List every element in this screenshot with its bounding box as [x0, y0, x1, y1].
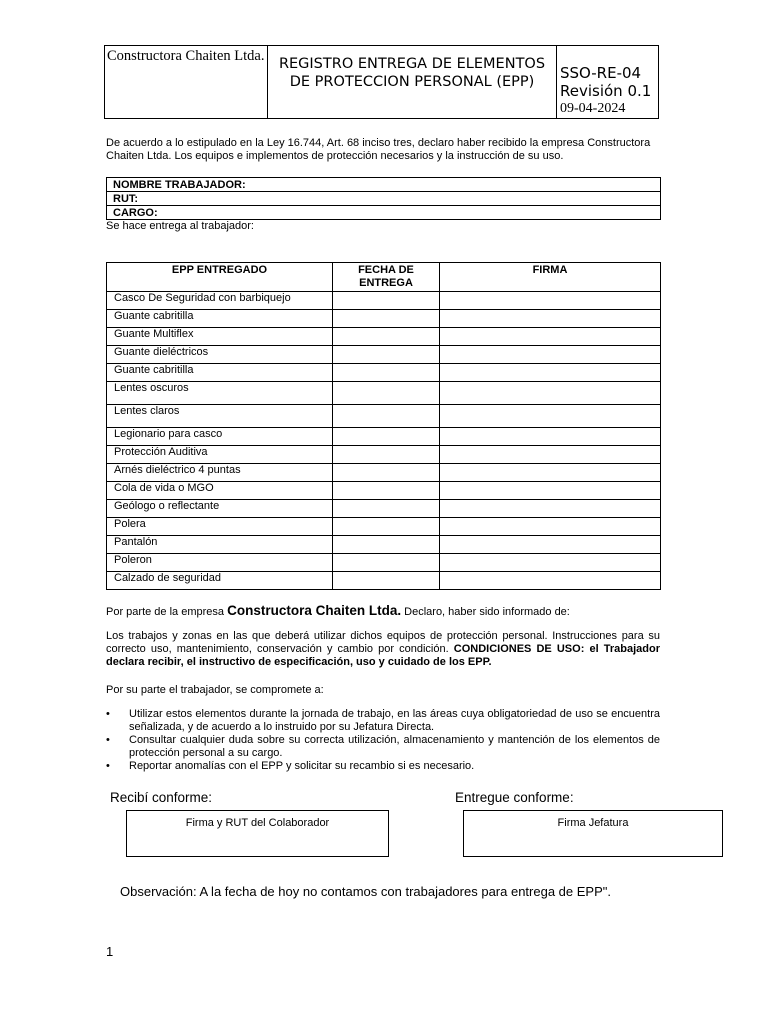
- epp-item-name: Casco De Seguridad con barbiquejo: [107, 292, 333, 310]
- col-firma: FIRMA: [440, 263, 661, 292]
- table-row: [107, 572, 661, 590]
- document-title: REGISTRO ENTREGA DE ELEMENTOS DE PROTECCION PERSONAL (EPP): [268, 46, 557, 119]
- epp-date-cell[interactable]: [333, 518, 440, 536]
- epp-date-cell[interactable]: [333, 310, 440, 328]
- table-row: [107, 428, 661, 446]
- table-row: [107, 310, 661, 328]
- epp-signature-cell[interactable]: [440, 554, 661, 572]
- epp-signature-cell[interactable]: [440, 464, 661, 482]
- epp-date-cell[interactable]: [333, 328, 440, 346]
- epp-item-name: Guante Multiflex: [107, 328, 333, 346]
- col-fecha-entrega: FECHA DE ENTREGA: [333, 263, 440, 292]
- bullet-icon: •: [106, 760, 110, 772]
- epp-signature-cell[interactable]: [440, 536, 661, 554]
- epp-date-cell[interactable]: [333, 346, 440, 364]
- document-code: SSO-RE-04: [560, 64, 642, 82]
- worker-signature-box[interactable]: Firma y RUT del Colaborador: [126, 810, 389, 857]
- epp-signature-cell[interactable]: [440, 446, 661, 464]
- epp-item-name: Lentes claros: [107, 405, 333, 428]
- epp-signature-cell[interactable]: [440, 500, 661, 518]
- page-number: 1: [106, 944, 114, 959]
- worker-position-field[interactable]: CARGO:: [107, 206, 661, 220]
- epp-date-cell[interactable]: [333, 536, 440, 554]
- epp-signature-cell[interactable]: [440, 382, 661, 405]
- table-row: [107, 482, 661, 500]
- commitment-list: [106, 708, 660, 773]
- epp-table: [106, 262, 661, 590]
- epp-signature-cell[interactable]: [440, 328, 661, 346]
- epp-date-cell[interactable]: [333, 364, 440, 382]
- document-code-cell: [557, 46, 659, 119]
- observation-text: Observación: A la fecha de hoy no contamos con trabajadores para entrega de EPP".: [120, 884, 611, 899]
- epp-signature-cell[interactable]: [440, 292, 661, 310]
- bullet-text: Consultar cualquier duda sobre su correcta utilización, almacenamiento y mantención de los elementos de protección personal a su cargo.: [129, 734, 660, 759]
- list-item: [106, 708, 660, 734]
- table-row: [107, 328, 661, 346]
- epp-item-name: Calzado de seguridad: [107, 572, 333, 590]
- epp-item-name: Polera: [107, 518, 333, 536]
- col-epp-entregado: EPP ENTREGADO: [107, 263, 333, 292]
- epp-signature-cell[interactable]: [440, 405, 661, 428]
- bullet-icon: •: [106, 708, 110, 720]
- bullet-text: Reportar anomalías con el EPP y solicitar su recambio si es necesario.: [129, 760, 475, 772]
- epp-date-cell[interactable]: [333, 464, 440, 482]
- worker-info-table: [106, 177, 661, 220]
- epp-item-name: Guante cabritilla: [107, 310, 333, 328]
- table-row: [107, 518, 661, 536]
- boss-signature-box[interactable]: Firma Jefatura: [463, 810, 723, 857]
- intro-line-2: Chaiten Ltda. Los equipos e implementos de protección necesarios y la instrucción de su uso.: [106, 150, 564, 162]
- epp-date-cell[interactable]: [333, 428, 440, 446]
- table-row: [107, 500, 661, 518]
- conditions-bold: CONDICIONES DE USO: el Trabajador declara recibir, el instructivo de especificación, uso y cuidado de los EPP.: [106, 643, 660, 668]
- epp-date-cell[interactable]: [333, 405, 440, 428]
- delivered-label: Entregue conforme:: [455, 790, 574, 805]
- epp-item-name: Geólogo o reflectante: [107, 500, 333, 518]
- epp-item-name: Legionario para casco: [107, 428, 333, 446]
- intro-paragraph: [106, 137, 660, 163]
- document-date: 09-04-2024: [560, 101, 626, 116]
- bullet-text: Utilizar estos elementos durante la jornada de trabajo, en las áreas cuya obligatoriedad de uso se encuentra señalizada, y de acuerdo a lo instruido por su Jefatura Directa.: [129, 708, 660, 733]
- epp-item-name: Pantalón: [107, 536, 333, 554]
- declaration-company: Constructora Chaiten Ltda.: [227, 603, 402, 618]
- epp-signature-cell[interactable]: [440, 364, 661, 382]
- epp-item-name: Arnés dieléctrico 4 puntas: [107, 464, 333, 482]
- document-header: [104, 45, 659, 119]
- list-item: [106, 734, 660, 760]
- received-label: Recibí conforme:: [110, 790, 213, 805]
- company-name: Constructora Chaiten Ltda.: [105, 46, 268, 119]
- epp-signature-cell[interactable]: [440, 346, 661, 364]
- intro-line-1: De acuerdo a lo estipulado en la Ley 16.744, Art. 68 inciso tres, declaro haber recibido la empresa Constructora: [106, 137, 651, 149]
- table-row: [107, 536, 661, 554]
- worker-name-field[interactable]: NOMBRE TRABAJADOR:: [107, 178, 661, 192]
- epp-date-cell[interactable]: [333, 500, 440, 518]
- epp-date-cell[interactable]: [333, 382, 440, 405]
- table-row: [107, 364, 661, 382]
- bullet-icon: •: [106, 734, 110, 746]
- epp-date-cell[interactable]: [333, 482, 440, 500]
- epp-table-header: [107, 263, 661, 292]
- table-row: [107, 405, 661, 428]
- table-row: [107, 382, 661, 405]
- epp-item-name: Guante cabritilla: [107, 364, 333, 382]
- epp-item-name: Poleron: [107, 554, 333, 572]
- table-row: [107, 554, 661, 572]
- table-row: [107, 292, 661, 310]
- epp-date-cell[interactable]: [333, 292, 440, 310]
- declaration-prefix: Por parte de la empresa: [106, 606, 225, 618]
- epp-signature-cell[interactable]: [440, 310, 661, 328]
- epp-signature-cell[interactable]: [440, 482, 661, 500]
- epp-item-name: Guante dieléctricos: [107, 346, 333, 364]
- epp-signature-cell[interactable]: [440, 428, 661, 446]
- epp-date-cell[interactable]: [333, 446, 440, 464]
- document-revision: Revisión 0.1: [560, 82, 652, 100]
- company-declaration: [106, 603, 570, 618]
- epp-item-name: Cola de vida o MGO: [107, 482, 333, 500]
- delivery-text: Se hace entrega al trabajador:: [106, 220, 254, 232]
- epp-item-name: Lentes oscuros: [107, 382, 333, 405]
- epp-item-name: Protección Auditiva: [107, 446, 333, 464]
- epp-signature-cell[interactable]: [440, 518, 661, 536]
- worker-rut-field[interactable]: RUT:: [107, 192, 661, 206]
- commitment-intro: Por su parte el trabajador, se compromete a:: [106, 684, 324, 696]
- conditions-text: Los trabajos y zonas en las que deberá utilizar dichos equipos de protección personal. Instrucciones para su correcto uso, mantenimiento, conservación y cambio por condición.: [106, 630, 660, 655]
- epp-date-cell[interactable]: [333, 572, 440, 590]
- list-item: [106, 760, 660, 773]
- table-row: [107, 346, 661, 364]
- epp-date-cell[interactable]: [333, 554, 440, 572]
- declaration-suffix: Declaro, haber sido informado de:: [404, 606, 570, 618]
- table-row: [107, 464, 661, 482]
- table-row: [107, 446, 661, 464]
- epp-signature-cell[interactable]: [440, 572, 661, 590]
- conditions-paragraph: [106, 630, 660, 669]
